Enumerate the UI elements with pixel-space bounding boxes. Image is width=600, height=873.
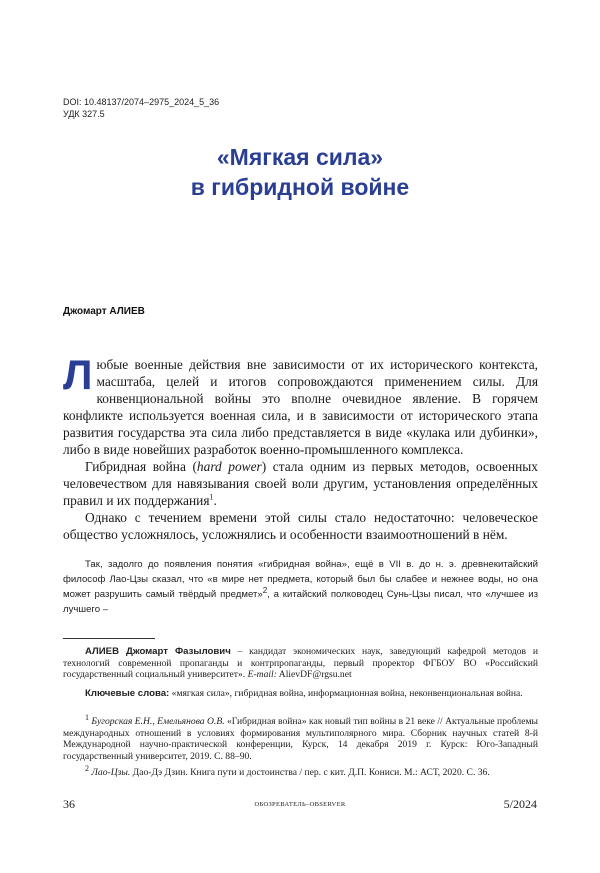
hard-power-term: hard power: [196, 459, 262, 474]
doi: DOI: 10.48137/2074–2975_2024_5_36: [63, 97, 220, 107]
footnote-1-authors: Бугорская Е.Н., Емельянова О.В.: [91, 716, 225, 727]
paragraph-1: [63, 351, 538, 458]
footnote-ref-2[interactable]: 2: [262, 585, 268, 595]
title-line-2: в гибридной войне: [190, 174, 410, 200]
paragraph-2-tail: .: [213, 493, 217, 508]
intro-text-1: Так, задолго до появления понятия «гибридная война», ещё в VII в. до н. э. древнекитайский философ Лао-Цзы сказал, что «в мире нет предмета, который был бы слабее и нежнее воды, но она может разрушить самый твёрдый предмет»: [63, 559, 538, 600]
intro-text-2: , а китайский полководец Сунь-Цзы писал, что «лучшее из лучшего –: [63, 589, 538, 615]
paragraph-3: Однако с течением времени этой силы стало недостаточно: человеческое общество усложнялось, усложнялись и особенности взаимоотношений в нём.: [63, 510, 538, 542]
paragraph-2-end: ) стала одним из первых методов, освоенных человечеством для навязывания своей воли другим, установления определённых правил и их поддержания: [63, 459, 538, 508]
issue-number: 5/2024: [503, 797, 537, 811]
author-note: [63, 646, 538, 681]
keywords-label: Ключевые слова:: [85, 688, 170, 699]
paragraph-2: [63, 458, 538, 509]
footnote-divider: [63, 638, 155, 639]
footnote-2-text: Дао-Дэ Дзин. Книга пути и достоинства / пер. с кит. Д.П. Кониси. М.: АСТ, 2020. С. 36.: [130, 767, 490, 778]
footnote-ref-1[interactable]: 1: [209, 492, 214, 502]
article-body: [63, 351, 538, 543]
footnote-2-authors: Лао-Цзы.: [91, 767, 131, 778]
author-name: Джомарт АЛИЕВ: [63, 306, 145, 317]
footnote-1: [63, 712, 538, 762]
article-title: [0, 142, 600, 202]
title-line-1: «Мягкая сила»: [216, 144, 384, 170]
page-number: 36: [63, 797, 75, 811]
drop-cap: Л: [63, 351, 93, 398]
udk: УДК 327.5: [63, 109, 105, 119]
author-note-name: АЛИЕВ Джомарт Фазылович: [85, 646, 231, 657]
footnote-2-number: 2: [85, 763, 89, 773]
paragraph-1-text: юбые военные действия вне зависимости от их исторического контекста, масштаба, целей и итогов сопровождаются применением силы. Для конвенциональной войны это вполне очевидное явление. В горячем конфликте используется военная сила, и в зависимости от исторического этапа развития государства эта сила либо представляется в виде «кулака или дубинки», либо в виде новейших разработок военно-промышленного комплекса.: [63, 357, 538, 457]
author-email[interactable]: AlievDF@rgsu.net: [276, 669, 352, 680]
intro-paragraph: [63, 557, 538, 617]
email-label: E-mail:: [247, 669, 277, 680]
footnote-1-number: 1: [85, 712, 89, 722]
paragraph-2-start: Гибридная война (: [85, 459, 197, 474]
author-note-text: – кандидат экономических наук, заведующий кафедрой методов и технологий современной пропаганды и контрпропаганды, первый проректор ФГБОУ ВО «Российский государственный социальный университет».: [63, 646, 539, 680]
keywords: [63, 688, 538, 700]
footnote-2: [63, 763, 538, 779]
footnote-1-text: «Гибридная война» как новый тип войны в 21 веке // Актуальные проблемы международных отношений в условиях формирования мультиполярного мира. Сборник научных статей 8-й Международной научно-практической конференции, Курск, 14 декабря 2019 г. Курск: Юго-Западный государственный университет, 2019. С. 88–90.: [63, 716, 538, 762]
journal-name: ОБОЗРЕВАТЕЛЬ–OBSERVER: [254, 801, 346, 808]
keywords-text: «мягкая сила», гибридная война, информационная война, неконвенциональная война.: [169, 688, 523, 699]
